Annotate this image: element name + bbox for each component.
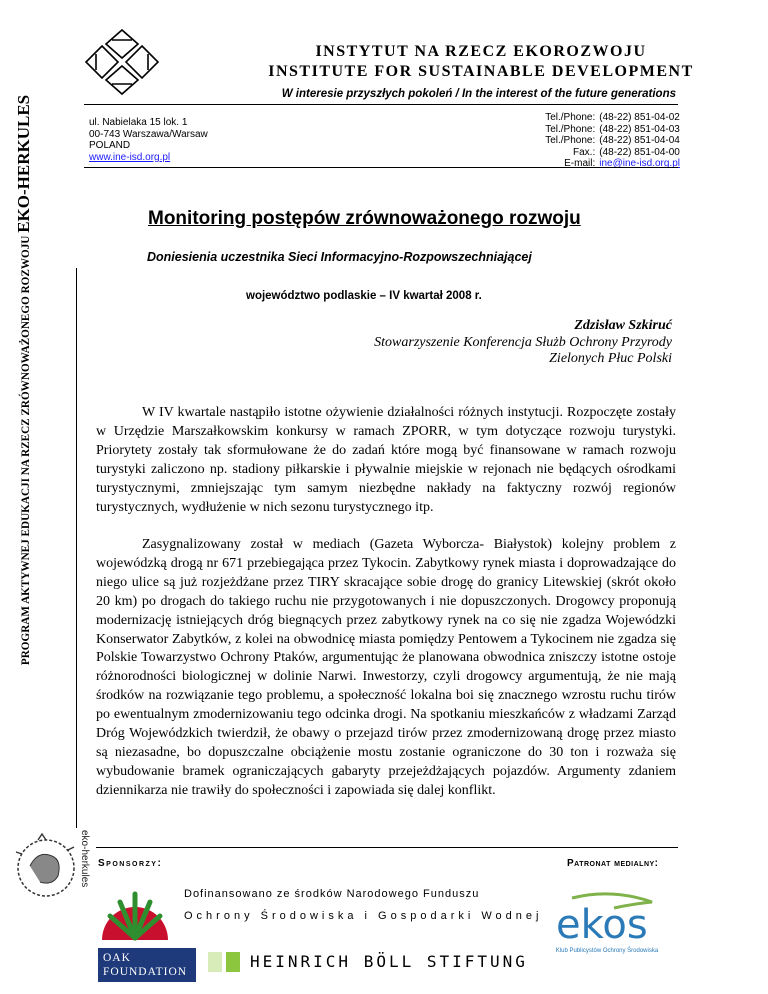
contact-label: Fax.: [573, 146, 596, 158]
contacts-block [545, 112, 680, 170]
eko-herkules-logo-text: eko-herkules [79, 830, 90, 888]
ekos-subtitle: Klub Publicystów Ochrony Środowiska [555, 948, 659, 954]
institute-logo [82, 28, 162, 96]
document-region: województwo podlaskie – IV kwartał 2008 r. [246, 290, 482, 302]
address-street: ul. Nabielaka 15 lok. 1 [89, 117, 188, 128]
side-program-name: PROGRAM AKTYWNEJ EDUKACJI NA RZECZ ZRÓWNOWAŻONEGO ROZWOJU [20, 235, 32, 666]
contact-value: (48-22) 851-04-00 [599, 146, 680, 158]
author-block [374, 318, 672, 368]
header-divider [84, 104, 678, 105]
website-link[interactable]: www.ine-isd.org.pl [89, 151, 171, 163]
address-divider [84, 167, 678, 168]
contact-value: (48-22) 851-04-03 [599, 123, 680, 135]
document-subtitle: Doniesienia uczestnika Sieci Informacyjno-Rozpowszechniającej [147, 250, 532, 264]
contact-row [545, 135, 680, 147]
author-org-line1: Stowarzyszenie Konferencja Służb Ochrony Przyrody [374, 334, 672, 350]
contact-row [545, 147, 680, 159]
fund-text-line2: Ochrony Środowiska i Gospodarki Wodnej [184, 910, 543, 922]
body-paragraph-2: Zasygnalizowany został w mediach (Gazeta Wyborcza- Białystok) kolejny problem z wojewódzką drogą nr 671 przebiegająca przez Tykocin. Zabytkowy rynek miasta i doprowadzające do niego ulice są już rozjeżdżane przez TIRY skracające sobie drogę do granicy Litewskiej (skrót około 20 km) po drogach do takiego ruchu nie przygotowanych i nie dopuszczonych. Drogowcy proponują modernizację istniejących dróg biegnących przez zabytkowy rynek na co się nie zgadza Wojewódzki Konserwator Zabytków, z kolei na obwodnicę miasta pomiędzy Pentowem a Tykocinem nie zgadza się Polskie Towarzystwo Ochrony Ptaków, argumentując że planowana obwodnica zniszczy istotne ostoje różnorodności biologicznej w dolinie Narwi. Inwestorzy, czyli drogowcy argumentują, że nie mają środków na rozwiązanie tego problemu, a społeczność lokalna boi się znacznego wzrostu ruchu tirów po ewentualnym zmodernizowaniu tego odcinka drogi. Na spotkaniu mieszkańców z władzami Zarząd Dróg Wojewódzkich twierdził, że obawy o przejazd tirów przez zmodernizowaną drogę przez miasto są niezasadne, bo dopuszczalne obciążenie mostu zostanie ograniczone do 30 ton i rozważa się wybudowanie bramek ograniczających gabaryty przejeżdżających pojazdów. Argumenty zdaniem dziennikarza nie trawiły do społeczności i zapowiada się dalej konflikt. [96, 537, 676, 798]
author-org-line2: Zielonych Płuc Polski [549, 351, 672, 366]
ekos-logo [552, 892, 662, 962]
author-name: Zdzisław Szkiruć [574, 318, 672, 333]
contact-label: Tel./Phone: [545, 112, 596, 123]
address-city: 00-743 Warszawa/Warsaw [89, 128, 208, 140]
sponsors-label: Sponsorzy: [98, 858, 163, 869]
institute-name-pl: INSTYTUT NA RZECZ EKOROZWOJU [315, 43, 647, 60]
boell-square-green [226, 952, 240, 972]
eko-herkules-logo [8, 820, 90, 912]
institute-name-en: INSTITUTE FOR SUSTAINABLE DEVELOPMENT [268, 63, 694, 80]
address-country: POLAND [89, 140, 131, 151]
oak-foundation-logo [98, 948, 196, 982]
contact-value: (48-22) 851-04-02 [599, 112, 680, 123]
boell-square-light [208, 952, 222, 972]
ekos-logo-text: ekos [556, 902, 648, 948]
fund-text-line1: Dofinansowano ze środków Narodowego Funduszu [184, 888, 480, 900]
email-link[interactable]: ine@ine-isd.org.pl [599, 158, 680, 169]
patron-label: Patronat medialny: [567, 858, 659, 869]
contact-row [545, 124, 680, 136]
contact-label: Tel./Phone: [545, 123, 596, 135]
nfosigw-logo [96, 880, 174, 952]
side-divider [76, 268, 77, 828]
contact-label: Tel./Phone: [545, 135, 596, 146]
body-paragraph-1: W IV kwartale nastąpiło istotne ożywienie działalności różnych instytucji. Rozpoczęte zostały w Urzędzie Marszałkowskim konkursy w ramach ZPORR, w tym dotyczące rozwoju turystyki. Priorytety zostały tak sformułowane że do zadań które mogą być finansowane w ramach rozwoju turystyki zaliczono np. stadiony piłkarskie i pływalnie miejskie w rejonach nie będących ośrodkami turystycznymi, zmniejszając tym samym niezbędne nakłady na faktyczny rozwój regionów turystycznych, wydłużenie w nich sezonu turystycznego itp. [96, 405, 676, 515]
address-block [89, 117, 208, 163]
oak-line1: OAK [103, 952, 131, 964]
document-title: Monitoring postępów zrównoważonego rozwoju [148, 208, 581, 229]
boell-foundation-logo: HEINRICH BÖLL STIFTUNG [250, 952, 528, 971]
side-eko-herkules: EKO-HERKULES [14, 94, 33, 233]
contact-row [545, 112, 680, 124]
contact-value: (48-22) 851-04-04 [599, 135, 680, 146]
oak-line2: FOUNDATION [103, 966, 188, 978]
footer-divider [96, 847, 678, 848]
contact-label: E-mail: [564, 158, 596, 169]
tagline: W interesie przyszłych pokoleń / In the interest of the future generations [281, 88, 676, 100]
